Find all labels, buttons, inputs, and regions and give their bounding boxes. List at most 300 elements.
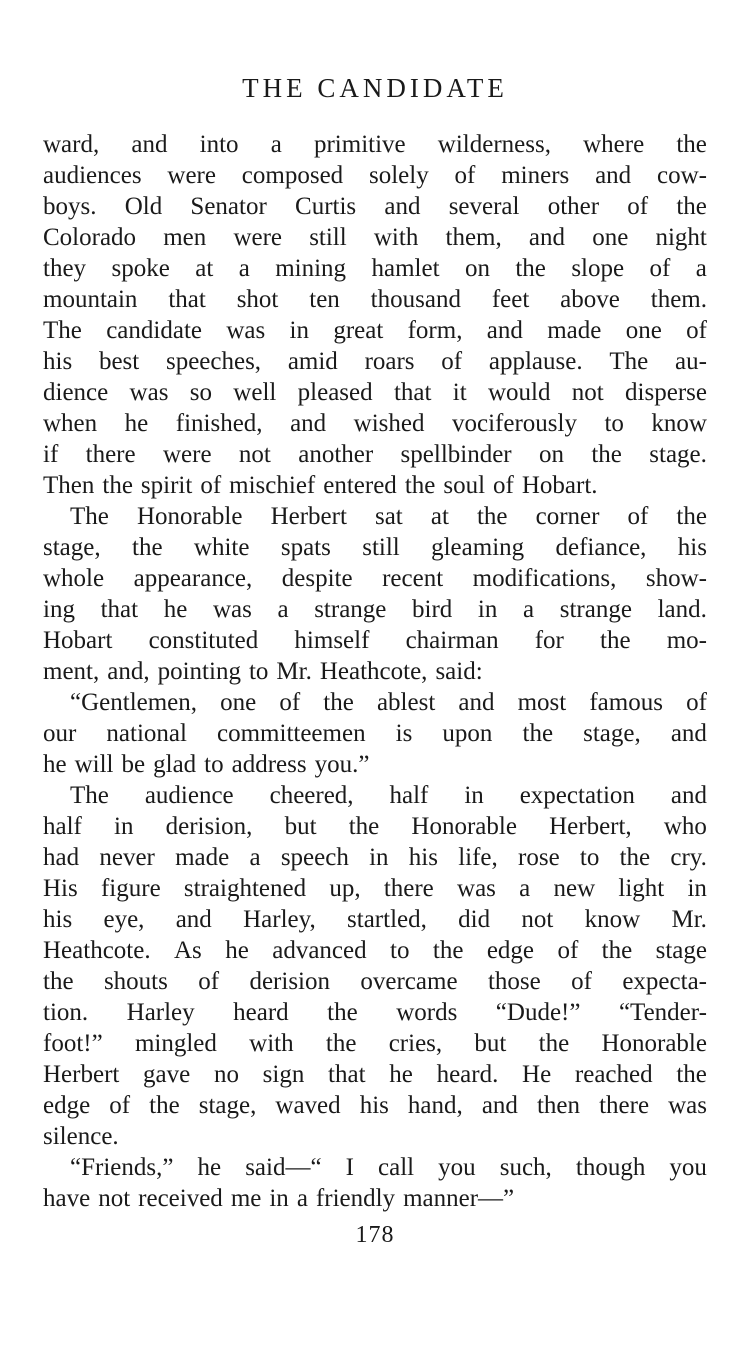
word: that [168, 286, 206, 313]
text-line [43, 718, 707, 749]
text-line [43, 1028, 707, 1059]
word: candidate [106, 317, 202, 344]
word: me [230, 1185, 262, 1212]
word: “Tender- [618, 999, 707, 1026]
word: that [328, 1061, 366, 1088]
text-line [43, 842, 707, 873]
text-line [43, 780, 707, 811]
word: “Dude!” [495, 999, 581, 1026]
text-line [43, 656, 707, 687]
word: it [452, 379, 467, 406]
word: address [231, 751, 307, 778]
text-line [43, 501, 707, 532]
word: speeches, [165, 348, 262, 375]
word: still [362, 534, 400, 561]
word: ing [43, 596, 75, 623]
word: mischief [229, 472, 316, 499]
word: Hobart [43, 627, 113, 654]
word: call [378, 1154, 415, 1181]
text-line [43, 532, 707, 563]
text-line [43, 315, 707, 346]
word: if [43, 441, 59, 468]
word: of [557, 937, 579, 964]
word: of [627, 193, 649, 220]
word: soul [443, 472, 486, 499]
word: Old [124, 193, 163, 220]
word: there [599, 1092, 650, 1119]
word: not [521, 906, 554, 933]
word: in [269, 1185, 289, 1212]
word: and [481, 1092, 518, 1119]
word: no [213, 1061, 239, 1088]
word: His [43, 875, 78, 902]
word: his [43, 348, 73, 375]
word: the [432, 937, 464, 964]
word: when [43, 410, 98, 437]
text-line [43, 687, 707, 718]
word: another [298, 441, 374, 468]
word: at [430, 503, 449, 530]
word: edge [43, 1092, 91, 1119]
word: did [458, 906, 491, 933]
word: to [204, 751, 224, 778]
word: he [163, 596, 188, 623]
word: not [238, 441, 271, 468]
word: a [519, 875, 531, 902]
word: the [43, 968, 74, 995]
word: himself [294, 627, 370, 654]
word: you.” [314, 751, 370, 778]
word: of [200, 472, 222, 499]
word: vociferously [452, 410, 577, 437]
word: know [584, 906, 641, 933]
word: feet [491, 286, 530, 313]
word: committeemen [217, 720, 366, 747]
word: “Gentlemen, [70, 689, 198, 716]
word: heard. [436, 1061, 499, 1088]
word: Then [43, 472, 95, 499]
word: in [114, 813, 134, 840]
word: appearance, [133, 565, 253, 592]
word: cheered, [269, 782, 354, 809]
word: of [686, 689, 707, 716]
word: of [493, 472, 514, 499]
word: the [522, 720, 554, 747]
word: our [43, 720, 77, 747]
word: half [389, 782, 429, 809]
word: silence. [43, 1123, 119, 1150]
word: not [98, 1185, 131, 1212]
word: were [167, 162, 216, 189]
word: with [249, 1030, 294, 1057]
word: several [448, 193, 520, 220]
word: cry. [670, 844, 707, 871]
word: the [404, 472, 436, 499]
word: Honorable [601, 1030, 707, 1057]
word: in [477, 596, 498, 623]
word: foot!” [43, 1030, 103, 1057]
word: he [124, 410, 149, 437]
word: stage, [43, 534, 101, 561]
word: of [571, 968, 592, 995]
word: entered [323, 472, 397, 499]
word: and [175, 906, 212, 933]
word: to [604, 410, 624, 437]
word: “Friends,” [70, 1154, 174, 1181]
word: cow- [657, 162, 707, 189]
text-line [43, 129, 707, 160]
text-line [43, 563, 707, 594]
word: pointing [157, 658, 241, 685]
word: made [547, 317, 602, 344]
text-line [43, 439, 707, 470]
word: Harley [126, 999, 195, 1026]
word: men [163, 224, 207, 251]
word: audiences [43, 162, 142, 189]
word: I [345, 1154, 354, 1181]
word: Mr. [671, 906, 707, 933]
word: derision, [165, 813, 253, 840]
word: the [676, 131, 707, 158]
word: and [670, 720, 707, 747]
word: expectation [519, 782, 635, 809]
word: The [43, 317, 82, 344]
word: there [383, 875, 434, 902]
text-line [43, 1059, 707, 1090]
text-line [43, 1183, 707, 1214]
word: the [102, 472, 133, 499]
word: stage, [583, 720, 641, 747]
word: one [625, 317, 662, 344]
word: gave [143, 1061, 191, 1088]
word: national [106, 720, 187, 747]
word: but [284, 813, 317, 840]
word: to [579, 844, 600, 871]
word: them. [650, 286, 707, 313]
word: who [663, 813, 707, 840]
word: to [248, 658, 269, 685]
word: and [458, 689, 495, 716]
word: a [523, 596, 535, 623]
word: dience [43, 379, 109, 406]
word: Herbert [43, 1061, 120, 1088]
word: defiance, [555, 534, 647, 561]
word: he [225, 937, 249, 964]
word: whole [43, 565, 105, 592]
text-line [43, 1090, 707, 1121]
word: was [212, 596, 252, 623]
word: ment, [43, 658, 100, 685]
word: them, [445, 224, 502, 251]
word: Herbert, [549, 813, 632, 840]
word: stage [655, 937, 707, 964]
word: the [348, 813, 380, 840]
word: and [131, 131, 168, 158]
word: of [441, 348, 463, 375]
word: pleased [297, 379, 373, 406]
word: spoke [111, 255, 170, 282]
word: white [193, 534, 250, 561]
word: shouts [103, 968, 168, 995]
word: of [198, 968, 220, 995]
word: cries, [388, 1030, 443, 1057]
text-line [43, 470, 707, 501]
word: the [676, 193, 707, 220]
word: Hobart. [521, 472, 598, 499]
word: the [476, 503, 508, 530]
word: composed [241, 162, 344, 189]
word: best [98, 348, 140, 375]
word: the [515, 255, 546, 282]
word: wilderness, [437, 131, 551, 158]
word: there [85, 441, 136, 468]
word: up, [329, 875, 361, 902]
word: applause. [488, 348, 583, 375]
word: the [538, 1030, 570, 1057]
text-line [43, 160, 707, 191]
word: so [189, 379, 212, 406]
word: the [600, 627, 631, 654]
word: half [43, 813, 82, 840]
word: figure [100, 875, 161, 902]
text-line [43, 222, 707, 253]
word: night [655, 224, 707, 251]
word: strange [559, 596, 632, 623]
word: Harley, [243, 906, 316, 933]
word: sign [262, 1061, 305, 1088]
word: upon [442, 720, 493, 747]
text-line [43, 594, 707, 625]
word: he [389, 1061, 413, 1088]
word: a [695, 255, 707, 282]
text-line [43, 408, 707, 439]
word: at [195, 255, 214, 282]
word: one [592, 224, 629, 251]
word: and [486, 317, 523, 344]
word: his [43, 906, 73, 933]
word: other [547, 193, 600, 220]
word: for [534, 627, 564, 654]
word: Heathcote. [43, 937, 151, 964]
word: his [408, 844, 438, 871]
word: mountain [43, 286, 138, 313]
word: heard [233, 999, 289, 1026]
word: one [220, 689, 257, 716]
word: The [70, 503, 109, 530]
word: edge [486, 937, 535, 964]
word: his [677, 534, 707, 561]
word: and [595, 162, 632, 189]
word: received [138, 1185, 223, 1212]
word: bird [412, 596, 453, 623]
word: you [438, 1154, 476, 1181]
word: hamlet [371, 255, 440, 282]
word: not [571, 379, 604, 406]
word: overcame [360, 968, 458, 995]
word: mingled [134, 1030, 217, 1057]
word: eye, [103, 906, 145, 933]
word: and [384, 193, 421, 220]
word: you [669, 1154, 707, 1181]
word: was [129, 379, 169, 406]
word: Colorado [43, 224, 137, 251]
word: will [74, 751, 114, 778]
word: the [591, 441, 622, 468]
text-line [43, 346, 707, 377]
word: know [651, 410, 707, 437]
word: of [686, 317, 707, 344]
word: wished [353, 410, 425, 437]
word: tion. [43, 999, 89, 1026]
word: ward, [43, 131, 100, 158]
text-line [43, 1152, 707, 1183]
word: show- [645, 565, 707, 592]
word: hand, [407, 1092, 463, 1119]
word: in [369, 844, 389, 871]
word: of [279, 689, 301, 716]
word: recent [382, 565, 444, 592]
word: Mr. [276, 658, 312, 685]
word: were [233, 224, 283, 251]
word: and, [107, 658, 150, 685]
word: was [668, 1092, 707, 1119]
word: of [454, 162, 476, 189]
text-line [43, 873, 707, 904]
word: said—“ [245, 1154, 322, 1181]
word: spirit [140, 472, 193, 499]
word: The [609, 348, 649, 375]
word: is [395, 720, 413, 747]
word: famous [589, 689, 663, 716]
word: to [390, 937, 410, 964]
word: He [522, 1061, 552, 1088]
word: of [109, 1092, 131, 1119]
word: into [199, 131, 239, 158]
word: the [676, 1061, 707, 1088]
word: the [132, 534, 163, 561]
word: above [560, 286, 620, 313]
text-line [43, 966, 707, 997]
word: would [487, 379, 551, 406]
text-line [43, 625, 707, 656]
word: never [99, 844, 155, 871]
word: were [162, 441, 212, 468]
word: was [457, 875, 496, 902]
word: stage, [198, 1092, 257, 1119]
word: derision [249, 968, 330, 995]
word: have [43, 1185, 91, 1212]
word: stage. [649, 441, 707, 468]
word: then [536, 1092, 581, 1119]
word: constituted [148, 627, 259, 654]
word: where [583, 131, 645, 158]
word: of [649, 255, 671, 282]
text-line [43, 191, 707, 222]
word: life, [458, 844, 498, 871]
word: glad [153, 751, 197, 778]
word: they [43, 255, 87, 282]
word: gleaming [431, 534, 525, 561]
word: roars [364, 348, 415, 375]
word: mining [275, 255, 347, 282]
word: words [396, 999, 458, 1026]
word: speech [280, 844, 349, 871]
word: rose [518, 844, 560, 871]
word: the [619, 844, 651, 871]
word: with [373, 224, 419, 251]
word: solely [369, 162, 429, 189]
word: despite [281, 565, 353, 592]
word: light [618, 875, 665, 902]
word: As [174, 937, 202, 964]
word: land. [657, 596, 707, 623]
word: straightened [183, 875, 307, 902]
word: primitive [313, 131, 406, 158]
word: such, [499, 1154, 552, 1181]
word: in [687, 875, 707, 902]
word: that [100, 596, 139, 623]
word: on [464, 255, 490, 282]
word: disperse [625, 379, 707, 406]
word: mo- [666, 627, 707, 654]
word: and [670, 782, 707, 809]
word: Curtis [295, 193, 357, 220]
word: ablest [376, 689, 436, 716]
text-line [43, 811, 707, 842]
word: manner—” [403, 1185, 515, 1212]
word: a [238, 255, 250, 282]
word: new [553, 875, 596, 902]
word: expecta- [622, 968, 707, 995]
word: a [249, 844, 261, 871]
word: The [70, 782, 109, 809]
word: he [197, 1154, 222, 1181]
text-line [43, 749, 707, 780]
word: great [333, 317, 384, 344]
word: chairman [405, 627, 499, 654]
word: modifications, [472, 565, 617, 592]
page-number: 178 [355, 1222, 395, 1248]
word: ten [309, 286, 340, 313]
word: reached [574, 1061, 653, 1088]
word: and [528, 224, 566, 251]
word: was [226, 317, 266, 344]
word: be [121, 751, 146, 778]
word: slope [571, 255, 625, 282]
word: in [289, 317, 309, 344]
word: audience [144, 782, 234, 809]
text-line [43, 997, 707, 1028]
word: boys. [43, 193, 97, 220]
word: on [539, 441, 564, 468]
text-line [43, 253, 707, 284]
word: a [296, 1185, 308, 1212]
text-line [43, 935, 707, 966]
word: finished, [175, 410, 263, 437]
text-line [43, 377, 707, 408]
body-text [43, 129, 707, 1214]
running-head: THE CANDIDATE [242, 73, 508, 103]
word: his [359, 1092, 389, 1119]
word: shot [236, 286, 279, 313]
word: spats [280, 534, 331, 561]
word: Honorable [411, 813, 517, 840]
text-line [43, 1121, 707, 1152]
word: the [601, 937, 633, 964]
word: most [517, 689, 567, 716]
word: amid [287, 348, 338, 375]
word: said: [435, 658, 483, 685]
